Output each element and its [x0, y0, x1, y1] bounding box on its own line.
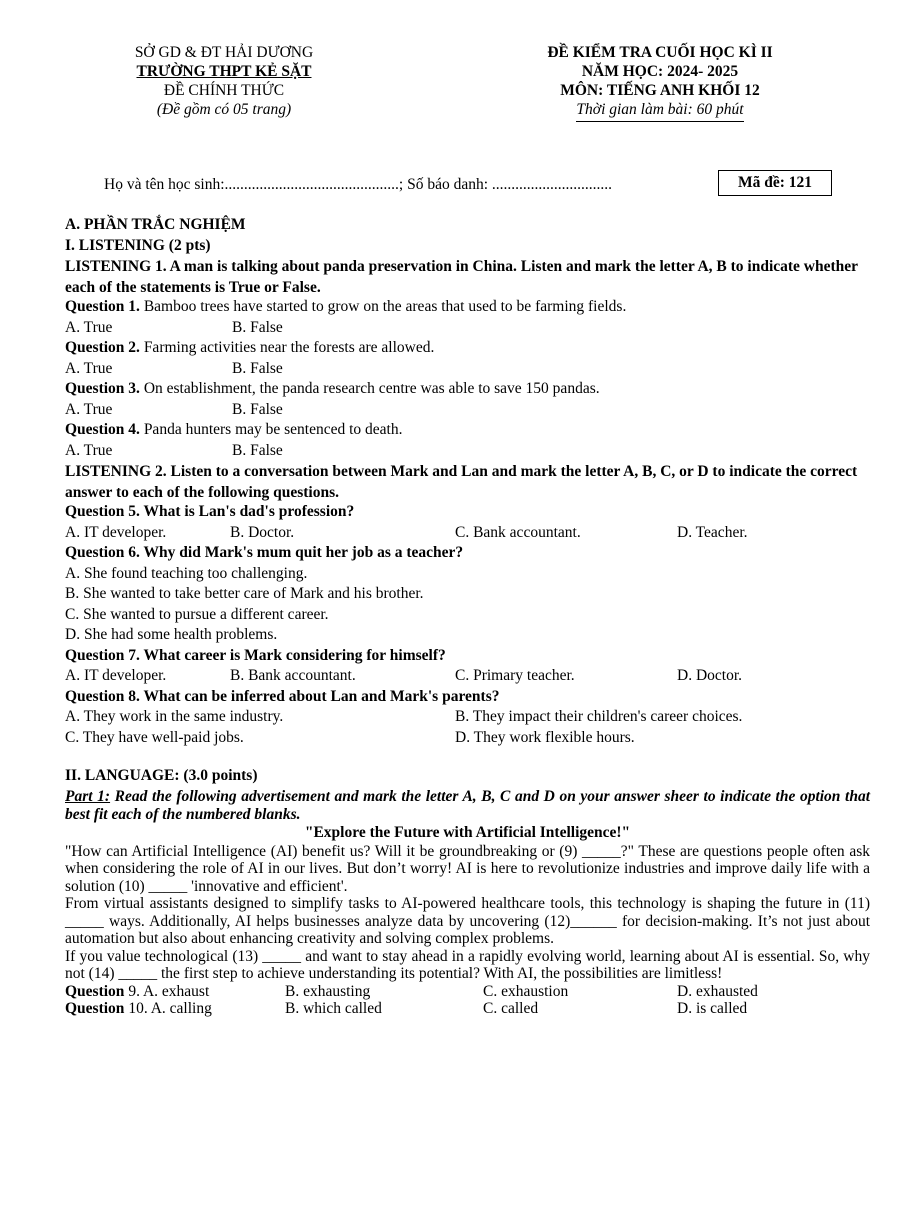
- part1-instruction: Part 1: Read the following advertisement and mark the letter A, B, C and D on your answer sheer to indicate the option that best fit each of the numbered blanks.: [65, 787, 870, 823]
- option-b: B. False: [232, 318, 283, 336]
- option-d: D. is called: [677, 1000, 748, 1017]
- question-6-option-a: A. She found teaching too challenging.: [65, 564, 308, 582]
- question-3-options: [65, 401, 870, 422]
- advertisement-paragraph-3: If you value technological (13) _____ and want to stay ahead in a rapidly evolving world, learning about AI is essential. So, why not (14) _____ the first step to achieve understanding its potential? With AI, the possibilities are limitless!: [65, 947, 870, 982]
- question-6: Question 6. Why did Mark's mum quit her job as a teacher?: [65, 544, 464, 561]
- advertisement-paragraph-1: "How can Artificial Intelligence (AI) benefit us? Will it be groundbreaking or (9) _____?" These are questions people often ask when considering the role of AI in our lives. But don’t worry! AI is here to revolutionize industries and improve daily life with a solution (10) _____ 'innovative and efficient'.: [65, 842, 870, 895]
- department-name: SỞ GD & ĐT HẢI DƯƠNG: [134, 44, 314, 61]
- question-7-options: [65, 667, 870, 688]
- exam-code-box: Mã đề: 121: [718, 170, 832, 196]
- advertisement-paragraph-2: From virtual assistants designed to simplify tasks to AI-powered healthcare tools, this technology is shaping the future in (11) _____ ways. Additionally, AI helps businesses analyze data by uncovering (12)______ for decision-making. It’s not just about automation but also about enhancing creativity and solving complex problems.: [65, 895, 870, 947]
- question-3: Question 3. On establishment, the panda research centre was able to save 150 pandas.: [65, 380, 600, 397]
- option-b: B. False: [232, 359, 283, 377]
- option-a: A. They work in the same industry.: [65, 708, 284, 725]
- listening-section-title: I. LISTENING (2 pts): [65, 236, 211, 254]
- question-6-option-d: D. She had some health problems.: [65, 626, 278, 643]
- option-a: A. True: [65, 359, 113, 377]
- option-b: B. They impact their children's career choices.: [455, 708, 743, 725]
- option-c: C. exhaustion: [483, 982, 569, 1000]
- option-a: A. True: [65, 441, 113, 459]
- language-section-title: II. LANGUAGE: (3.0 points): [65, 767, 258, 784]
- option-b: B. which called: [285, 1000, 382, 1017]
- question-1-options: [65, 319, 870, 340]
- school-name: TRƯỜNG THPT KẺ SẶT: [136, 63, 312, 80]
- page-count-note: (Đề gồm có 05 trang): [156, 101, 292, 118]
- listening2-instruction: LISTENING 2. Listen to a conversation between Mark and Lan and mark the letter A, B, C, or D to indicate the correct answer to each of the following questions.: [65, 463, 858, 501]
- option-c: C. Primary teacher.: [455, 667, 575, 684]
- subject: MÔN: TIẾNG ANH KHỐI 12: [560, 82, 760, 99]
- option-a: A. calling: [150, 1000, 212, 1017]
- question-9: Question 9. A. exhaust B. exhausting C. exhaustion D. exhausted: [65, 982, 758, 1000]
- option-c: C. called: [483, 1000, 539, 1017]
- option-c: C. They have well-paid jobs.: [65, 728, 244, 746]
- exam-content: [65, 216, 870, 1018]
- option-a: A. IT developer.: [65, 667, 167, 684]
- option-a: A. IT developer.: [65, 523, 167, 541]
- question-4: Question 4. Panda hunters may be sentenced to death.: [65, 421, 403, 438]
- question-6-option-c: C. She wanted to pursue a different career.: [65, 605, 329, 623]
- question-5: Question 5. What is Lan's dad's profession?: [65, 503, 355, 520]
- question-2: Question 2. Farming activities near the forests are allowed.: [65, 339, 435, 356]
- school-year: NĂM HỌC: 2024- 2025: [581, 63, 739, 80]
- question-7: Question 7. What career is Mark considering for himself?: [65, 646, 446, 664]
- option-d: D. Teacher.: [677, 523, 748, 541]
- student-info-line: Họ và tên học sinh:.............................................; Số báo danh: ...............................: [104, 176, 613, 193]
- option-b: B. False: [232, 441, 283, 459]
- question-8: Question 8. What can be inferred about Lan and Mark's parents?: [65, 687, 500, 705]
- exam-title: ĐỀ KIỂM TRA CUỐI HỌC KÌ II: [547, 44, 773, 61]
- official-exam-label: ĐỀ CHÍNH THỨC: [163, 82, 285, 99]
- option-b: B. Doctor.: [230, 523, 295, 541]
- advertisement-title: "Explore the Future with Artificial Intelligence!": [304, 823, 631, 841]
- question-10: Question 10. A. calling B. which called C. called D. is called: [65, 1000, 748, 1017]
- option-b: B. Bank accountant.: [230, 667, 356, 684]
- option-d: D. They work flexible hours.: [455, 728, 635, 746]
- question-8-options-cd: [65, 729, 870, 750]
- question-8-options-ab: [65, 708, 870, 729]
- option-d: D. exhausted: [677, 982, 758, 1000]
- option-b: B. False: [232, 400, 283, 418]
- time-limit: Thời gian làm bài: 60 phút: [500, 100, 820, 122]
- option-d: D. Doctor.: [677, 667, 743, 684]
- section-a-title: A. PHẦN TRẮC NGHIỆM: [65, 216, 246, 233]
- question-4-options: [65, 442, 870, 463]
- question-1: Question 1. Bamboo trees have started to grow on the areas that used to be farming fields.: [65, 298, 627, 315]
- question-2-options: [65, 360, 870, 381]
- option-a: A. True: [65, 318, 113, 336]
- option-a: A. True: [65, 400, 113, 418]
- listening1-instruction: LISTENING 1. A man is talking about panda preservation in China. Listen and mark the letter A, B to indicate whether each of the statements is True or False.: [65, 258, 858, 296]
- option-b: B. exhausting: [285, 982, 371, 1000]
- exam-header: [500, 43, 820, 122]
- question-6-option-b: B. She wanted to take better care of Mark and his brother.: [65, 585, 424, 602]
- question-5-options: [65, 524, 870, 545]
- school-header: [104, 43, 344, 119]
- option-a: A. exhaust: [142, 982, 210, 1000]
- option-c: C. Bank accountant.: [455, 523, 581, 541]
